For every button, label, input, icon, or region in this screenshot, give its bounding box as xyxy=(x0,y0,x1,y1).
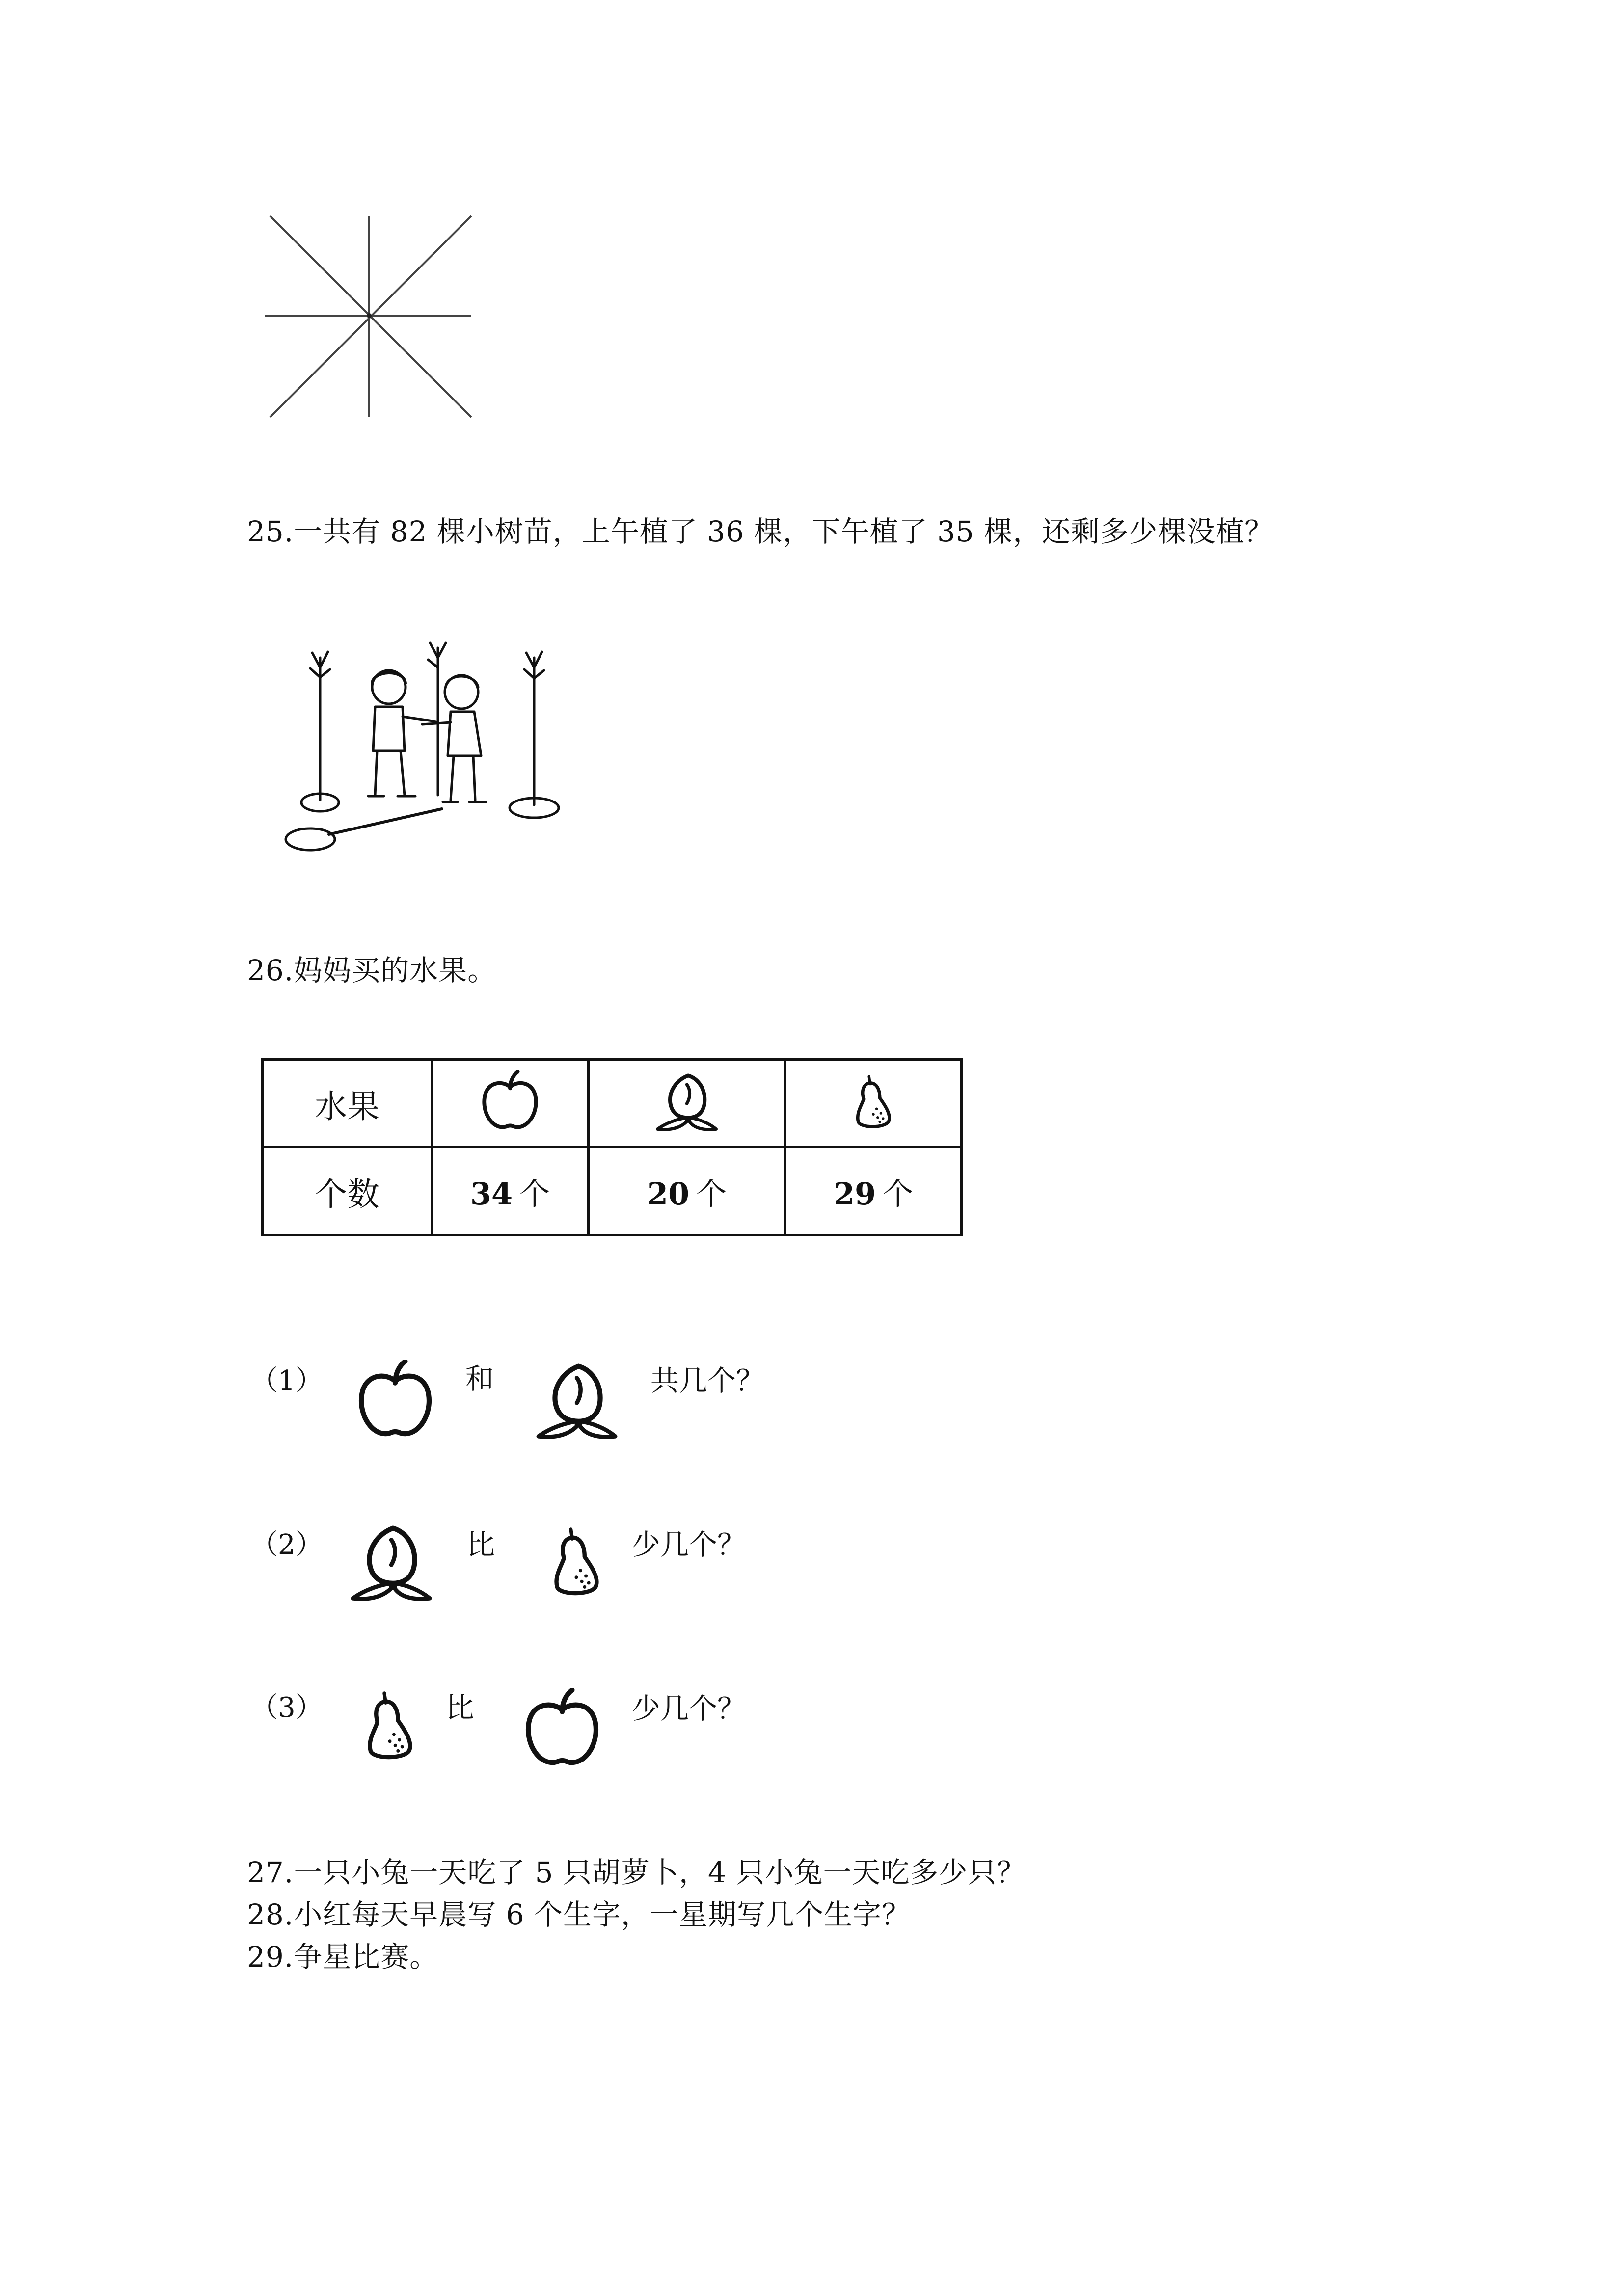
subquestion-3-connector: 比 xyxy=(446,1691,475,1724)
pear-count-unit: 个 xyxy=(883,1175,914,1212)
fruit-count-table xyxy=(261,1058,963,1236)
subquestion-3-number: （3） xyxy=(250,1692,323,1724)
apple-count xyxy=(432,1148,589,1235)
peach-count xyxy=(589,1148,785,1235)
peach-icon xyxy=(350,1522,433,1605)
subquestion-1-number: （1） xyxy=(250,1365,323,1397)
table-count-label: 个数 xyxy=(263,1148,432,1235)
question-26: 26.妈妈买的水果。 xyxy=(247,954,497,987)
table-header-apple xyxy=(432,1060,589,1148)
subquestion-3-ask: 少几个？ xyxy=(632,1692,746,1725)
subquestion-2-number: （2） xyxy=(250,1529,323,1561)
subquestion-1-connector: 和 xyxy=(465,1362,494,1395)
pear-icon xyxy=(542,1521,611,1604)
table-header-peach xyxy=(589,1060,785,1148)
subquestion-2-ask: 少几个？ xyxy=(632,1528,746,1561)
table-header-label: 水果 xyxy=(263,1060,432,1148)
pear-icon xyxy=(846,1070,900,1134)
asterisk-figure xyxy=(265,211,481,422)
apple-icon xyxy=(520,1688,604,1772)
apple-count-value: 34 xyxy=(470,1175,513,1212)
peach-icon xyxy=(655,1070,719,1134)
pear-count xyxy=(785,1148,962,1235)
peach-count-value: 20 xyxy=(647,1175,690,1212)
subquestion-2-connector: 比 xyxy=(466,1528,495,1561)
table-header-row xyxy=(263,1060,962,1148)
question-27: 27.一只小兔一天吃了 5 只胡萝卜，4 只小兔一天吃多少只？ xyxy=(247,1856,1026,1889)
question-25: 25.一共有 82 棵小树苗，上午植了 36 棵，下午植了 35 棵，还剩多少棵没植？ xyxy=(247,515,1274,548)
pear-icon xyxy=(355,1684,424,1768)
table-count-row xyxy=(263,1148,962,1235)
apple-icon xyxy=(353,1360,437,1443)
pear-count-value: 29 xyxy=(833,1175,876,1212)
apple-icon xyxy=(478,1070,542,1134)
question-29: 29.争星比赛。 xyxy=(247,1940,439,1974)
question-28: 28.小红每天早晨写 6 个生字，一星期写几个生字？ xyxy=(247,1898,911,1931)
peach-count-unit: 个 xyxy=(696,1175,727,1212)
tree-planting-illustration xyxy=(255,638,579,854)
apple-count-unit: 个 xyxy=(519,1175,550,1212)
peach-icon xyxy=(535,1360,619,1443)
table-header-pear xyxy=(785,1060,962,1148)
subquestion-1-ask: 共几个？ xyxy=(650,1364,765,1397)
